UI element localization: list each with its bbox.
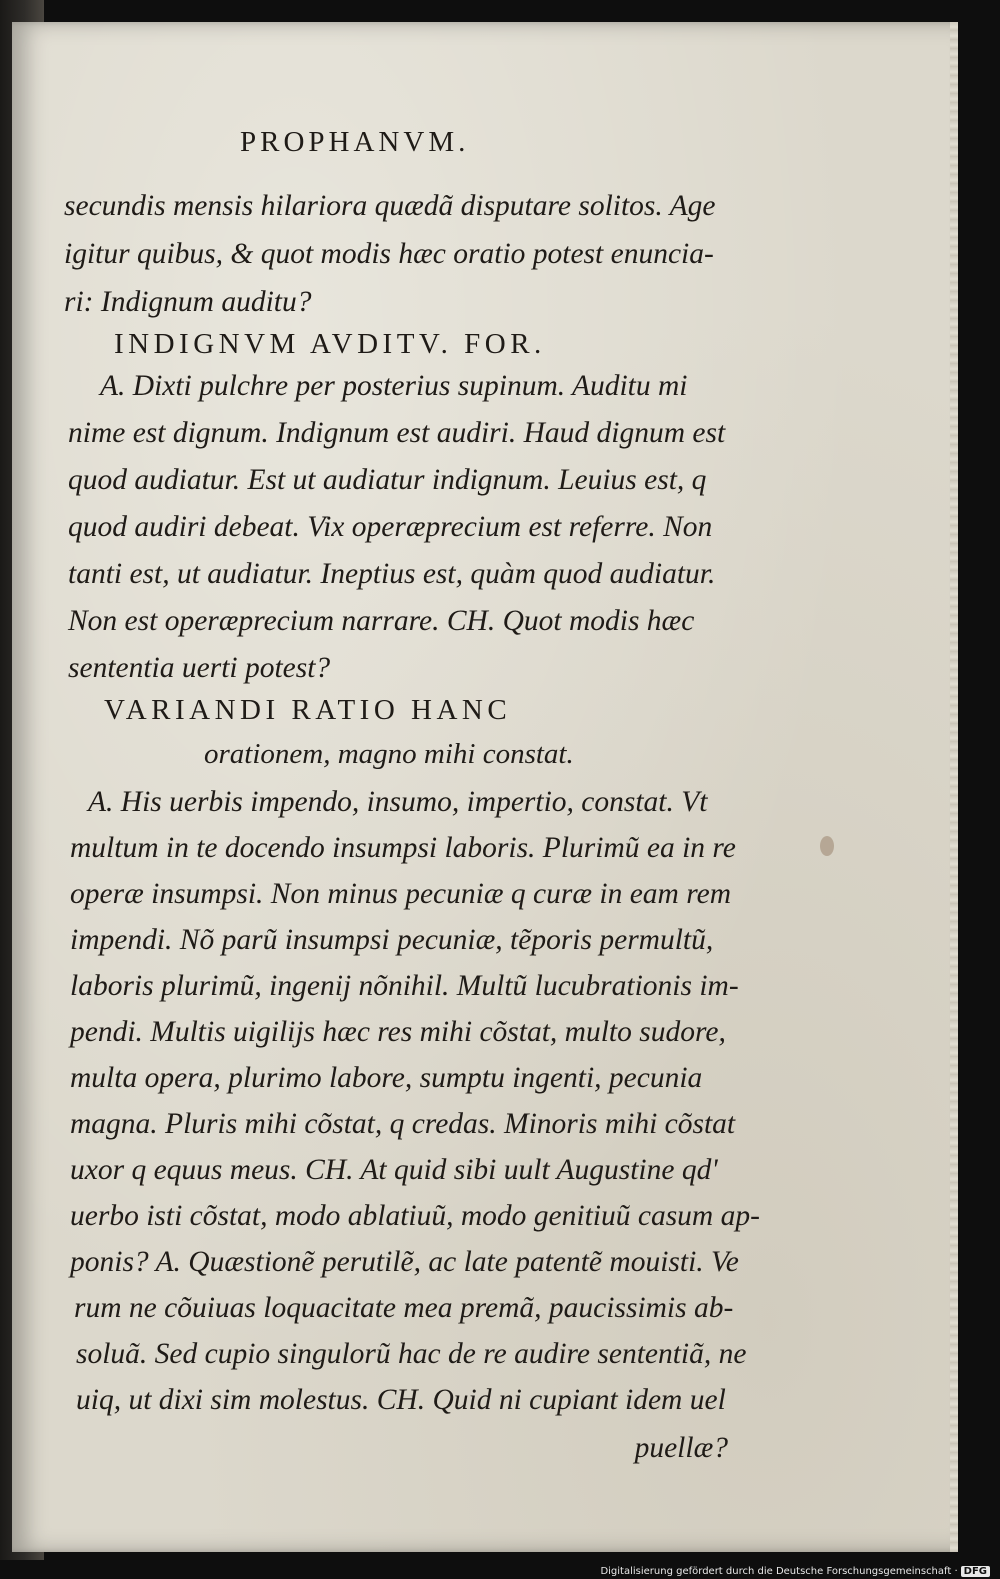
- text-line: nime est dignum. Indignum est audiri. Haud dignum est: [68, 417, 726, 449]
- text-line: pendi. Multis uigilijs hæc res mihi cõstat, multo sudore,: [70, 1016, 726, 1048]
- section-heading: INDIGNVM AVDITV. FOR.: [114, 328, 546, 360]
- book-page: [12, 22, 958, 1552]
- text-line: laboris plurimũ, ingenij nõnihil. Multũ lucubrationis im-: [70, 970, 739, 1002]
- page-text: [12, 22, 958, 1552]
- text-line: A. His uerbis impendo, insumo, impertio, constat. Vt: [88, 786, 708, 818]
- text-line: uiq, ut dixi sim molestus. CH. Quid ni cupiant idem uel: [76, 1384, 726, 1416]
- text-line: ponis? A. Quæstionẽ perutilẽ, ac late patentẽ mouisti. Ve: [70, 1246, 739, 1278]
- text-line: impendi. Nõ parũ insumpsi pecuniæ, tẽporis permultũ,: [70, 924, 714, 956]
- credit-text: Digitalisierung gefördert durch die Deutsche Forschungsgemeinschaft ·: [600, 1566, 958, 1577]
- text-line: A. Dixti pulchre per posterius supinum. Auditu mi: [100, 370, 688, 402]
- text-line: multa opera, plurimo labore, sumptu ingenti, pecunia: [70, 1062, 703, 1094]
- text-line: magna. Pluris mihi cõstat, q credas. Minoris mihi cõstat: [70, 1108, 736, 1140]
- text-line: Non est operæprecium narrare. CH. Quot modis hæc: [68, 605, 695, 637]
- text-line: quod audiri debeat. Vix operæprecium est referre. Non: [68, 511, 713, 543]
- text-line: sententia uerti potest?: [68, 652, 331, 684]
- dfg-logo: DFG: [961, 1566, 990, 1577]
- text-line: quod audiatur. Est ut audiatur indignum. Leuius est, q: [68, 464, 707, 496]
- section-subheading: orationem, magno mihi constat.: [204, 738, 574, 770]
- section-heading: VARIANDI RATIO HANC: [104, 694, 512, 726]
- text-line: soluã. Sed cupio singulorũ hac de re audire sententiã, ne: [76, 1338, 747, 1370]
- text-line: secundis mensis hilariora quædã disputare solitos. Age: [64, 190, 716, 222]
- text-line: multum in te docendo insumpsi laboris. Plurimũ ea in re: [70, 832, 736, 864]
- text-line: uerbo isti cõstat, modo ablatiuũ, modo genitiuũ casum ap-: [70, 1200, 760, 1232]
- catchword: puellæ?: [634, 1432, 728, 1464]
- text-line: ri: Indignum auditu?: [64, 286, 312, 318]
- digitization-credit: [600, 1566, 990, 1577]
- running-head: PROPHANVM.: [240, 126, 470, 158]
- text-line: operæ insumpsi. Non minus pecuniæ q curæ in eam rem: [70, 878, 731, 910]
- text-line: tanti est, ut audiatur. Ineptius est, quàm quod audiatur.: [68, 558, 716, 590]
- text-line: igitur quibus, & quot modis hæc oratio potest enuncia-: [64, 238, 714, 270]
- text-line: rum ne cõuiuas loquacitate mea premã, paucissimis ab-: [74, 1292, 734, 1324]
- text-line: uxor q equus meus. CH. At quid sibi uult Augustine qd': [70, 1154, 718, 1186]
